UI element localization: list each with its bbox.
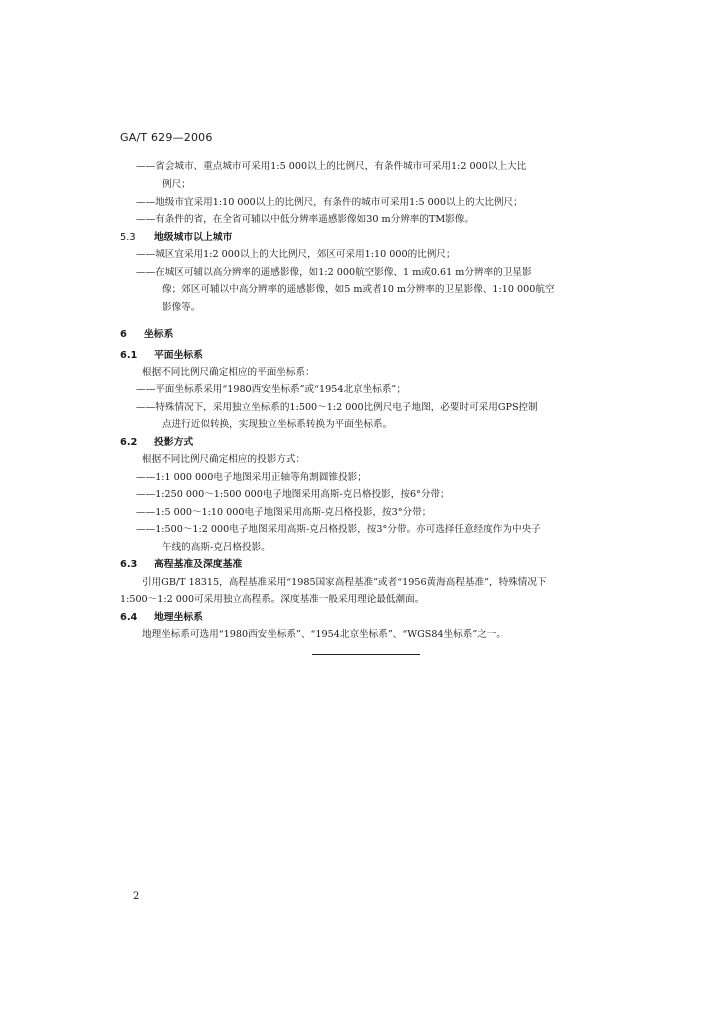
section-heading-6-3 [120,558,242,572]
section-number: 6.3 [120,559,138,570]
text-line: ——1:250 000～1:500 000电子地图采用高斯-克吕格投影，按6°分带； [136,489,450,500]
text-line: ——特殊情况下，采用独立坐标系的1:500～1:2 000比例尺电子地图，必要时可采用GPS控制 [136,402,538,413]
section-heading-6-4 [120,611,203,625]
text-line: ——1:1 000 000电子地图采用正轴等角割圆锥投影； [136,472,367,483]
section-number: 5.3 [120,232,136,243]
section-title: 平面坐标系 [154,350,203,361]
section-title: 投影方式 [154,437,194,448]
section-number: 6 [120,329,127,340]
text-line: 点进行近似转换，实现独立坐标系转换为平面坐标系。 [162,419,393,430]
standard-code-header: GA/T 629—2006 [120,131,213,144]
text-line: ——城区宜采用1:2 000以上的大比例尺，郊区可采用1:10 000的比例尺； [136,249,456,260]
section-number: 6.2 [120,437,138,448]
text-line: 地理坐标系可选用“1980西安坐标系”、“1954北京坐标系”、“WGS84坐标系”之一。 [142,629,506,640]
end-rule-divider [312,654,420,655]
section-title: 地级城市以上城市 [154,232,233,243]
text-line: ——地级市宜采用1:10 000以上的比例尺，有条件的城市可采用1:5 000以上的大比例尺； [136,197,523,208]
text-line: ——在城区可辅以高分辨率的遥感影像，如1:2 000航空影像、1 m或0.61 m分辨率的卫星影 [136,267,532,278]
text-line: 例尺； [162,179,191,190]
section-heading-6-1 [120,349,203,363]
section-number: 6.1 [120,350,138,361]
section-title: 高程基准及深度基准 [154,559,243,570]
text-line: 影像等。 [162,302,201,313]
section-title: 地理坐标系 [154,612,203,623]
text-line: 引用GB/T 18315，高程基准采用“1985国家高程基准”或者“1956黄海高程基准”，特殊情况下 [142,577,547,588]
section-heading-5-3 [120,231,232,245]
text-line: 像；郊区可辅以中高分辨率的遥感影像，如5 m或者10 m分辨率的卫星影像、1:10 000航空 [162,284,555,295]
section-number: 6.4 [120,612,138,623]
text-line: 午线的高斯-克吕格投影。 [162,542,271,553]
page-number: 2 [133,891,140,902]
text-line: 根据不同比例尺确定相应的投影方式： [142,454,306,465]
text-line: 根据不同比例尺确定相应的平面坐标系： [142,367,315,378]
text-line: ——1:5 000～1:10 000电子地图采用高斯-克吕格投影，按3°分带； [136,507,432,518]
section-heading-6-2 [120,436,193,450]
text-line: ——有条件的省，在全省可辅以中低分辨率遥感影像如30 m分辨率的TM影像。 [136,214,474,225]
text-line: ——1:500～1:2 000电子地图采用高斯-克吕格投影，按3°分带。亦可选择任意经度作为中央子 [136,524,541,535]
text-line: ——平面坐标系采用“1980西安坐标系”或“1954北京坐标系”； [136,384,406,395]
section-heading-6 [120,328,173,342]
text-line: 1:500～1:2 000可采用独立高程系。深度基准一般采用理论最低潮面。 [120,594,425,605]
text-line: ——省会城市、重点城市可采用1:5 000以上的比例尺，有条件城市可采用1:2 000以上大比 [136,161,527,172]
section-title: 坐标系 [144,329,174,340]
